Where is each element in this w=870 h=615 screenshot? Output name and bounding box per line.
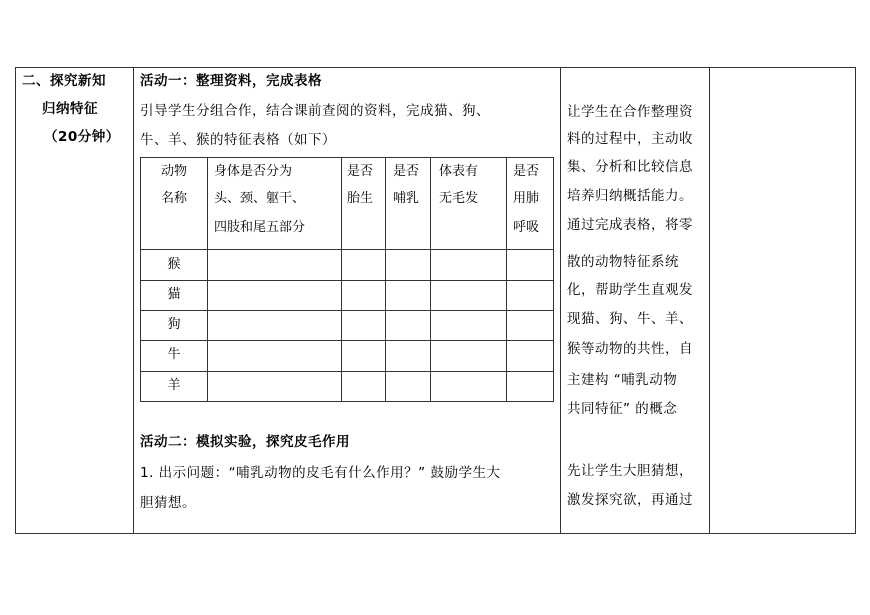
outer-top-border [15,67,855,68]
table-header-hair-1: 体表有 [439,164,479,179]
table-header-viviparous-2: 胎生 [347,191,374,206]
table-header-body-parts-2: 头、颈、躯干、 [214,191,306,206]
table-header-viviparous-1: 是否 [347,164,374,179]
table-header-nursing-2: 哺乳 [393,191,420,206]
activity2-item1-line2: 胆猜想。 [140,495,196,511]
table-row-cat: 猫 [167,287,181,302]
design-note-line: 共同特征” 的概念 [567,401,678,417]
design-note-line: 化，帮助学生直观发 [567,282,693,298]
activity2-item1-line1: 1. 出示问题：“哺乳动物的皮毛有什么作用？” 鼓励学生大 [140,465,501,481]
activity1-desc-line2: 牛、羊、猴的特征表格（如下） [140,132,336,148]
design-note-line: 培养归纳概括能力。 [567,188,693,204]
col-divider-3 [709,67,710,534]
outer-right-border [855,67,856,534]
design-note-line: 激发探究欲，再通过 [567,492,693,508]
table-row-sheep: 羊 [167,378,181,393]
design-note-line: 猴等动物的共性，自 [567,341,693,357]
outer-bottom-border [15,533,855,534]
table-header-hair-2: 无毛发 [439,191,479,206]
table-header-animal-name-1: 动物 [160,164,187,179]
table-header-nursing-1: 是否 [393,164,420,179]
design-note-line: 通过完成表格，将零 [567,217,693,233]
table-header-lungs-1: 是否 [513,164,540,179]
table-row-dog: 狗 [167,317,181,332]
col-divider-1 [133,67,134,534]
table-header-lungs-2: 用肺 [513,191,540,206]
design-note-line: 先让学生大胆猜想， [567,463,693,479]
stage-label-line1: 二、探究新知 [22,73,106,89]
table-header-body-parts-1: 身体是否分为 [214,164,293,179]
activity1-desc-line1: 引导学生分组合作，结合课前查阅的资料，完成猫、狗、 [140,103,490,119]
activity2-title: 活动二：模拟实验，探究皮毛作用 [140,434,350,450]
table-header-lungs-3: 呼吸 [513,220,540,235]
stage-duration: （20分钟） [44,129,120,145]
design-note-line: 让学生在合作整理资 [567,104,693,120]
design-note-line: 现猫、狗、牛、羊、 [567,311,693,327]
design-note-line: 散的动物特征系统 [567,254,679,270]
design-note-line: 集、分析和比较信息 [567,159,693,175]
table-row-monkey: 猴 [167,257,181,272]
design-note-line: 主建构 “哺乳动物 [567,372,678,388]
stage-label-line2: 归纳特征 [42,101,98,117]
activity1-title: 活动一：整理资料，完成表格 [140,73,322,89]
design-note-line: 料的过程中，主动收 [567,131,693,147]
table-header-body-parts-3: 四肢和尾五部分 [214,220,306,235]
col-divider-2 [560,67,561,534]
table-row-cow: 牛 [167,347,181,362]
table-header-animal-name-2: 名称 [160,191,187,206]
outer-left-border [15,67,16,534]
